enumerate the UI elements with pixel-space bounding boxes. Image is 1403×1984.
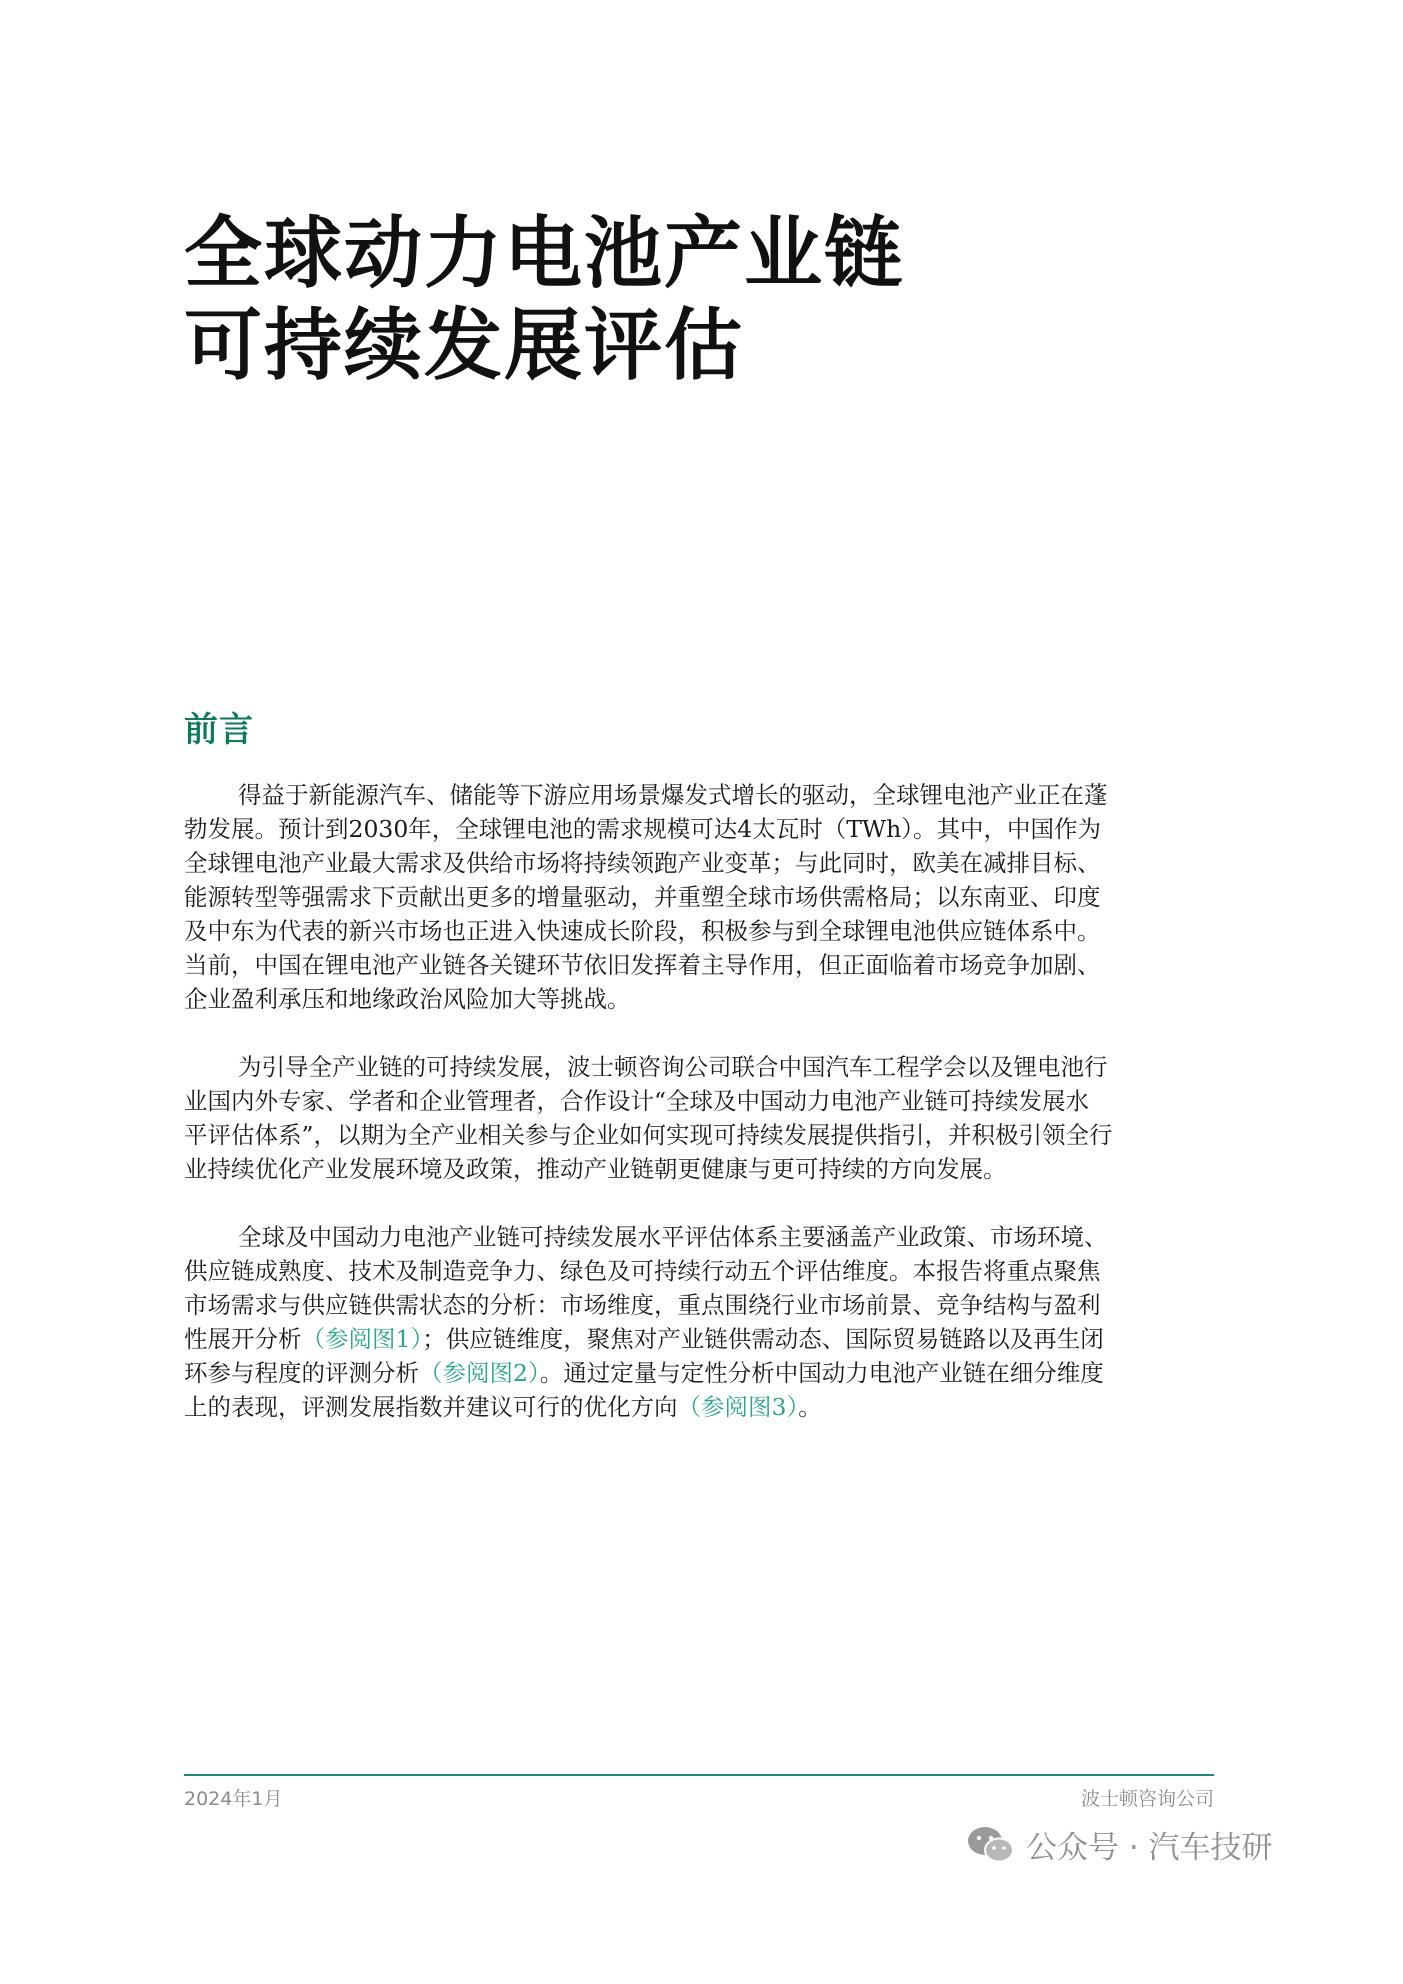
text-line: 业持续优化产业发展环境及政策，推动产业链朝更健康与更可持续的方向发展。 — [184, 1155, 1007, 1183]
document-title — [184, 208, 1184, 392]
text-line — [184, 1322, 1214, 1356]
watermark-text: 公众号 · 汽车技研 — [1026, 1830, 1273, 1866]
text-line: 为引导全产业链的可持续发展，波士顿咨询公司联合中国汽车工程学会以及锂电池行 — [238, 1053, 1108, 1081]
figure-reference-link-1[interactable]: （参阅图1） — [301, 1325, 423, 1353]
text-segment: 性展开分析 — [184, 1325, 302, 1353]
text-line: 市场需求与供应链供需状态的分析：市场维度，重点围绕行业市场前景、竞争结构与盈利 — [184, 1291, 1101, 1319]
footer-organization: 波士顿咨询公司 — [1080, 1788, 1214, 1810]
text-segment: ；供应链维度，聚焦对产业链供需动态、国际贸易链路以及再生闭 — [422, 1325, 1104, 1353]
footer-date: 2024年1月 — [184, 1788, 283, 1810]
text-line: 及中东为代表的新兴市场也正进入快速成长阶段，积极参与到全球锂电池供应链体系中。 — [184, 917, 1101, 945]
text-line: 勃发展。预计到2030年，全球锂电池的需求规模可达4太瓦时（TWh）。其中，中国作为 — [184, 815, 1101, 843]
text-line — [184, 1356, 1214, 1390]
text-line: 供应链成熟度、技术及制造竞争力、绿色及可持续行动五个评估维度。本报告将重点聚焦 — [184, 1257, 1101, 1285]
text-segment: 。通过定量与定性分析中国动力电池产业链在细分维度 — [539, 1359, 1104, 1387]
text-segment: 上的表现，评测发展指数并建议可行的优化方向 — [184, 1393, 678, 1421]
figure-reference-link-2[interactable]: （参阅图2） — [419, 1359, 540, 1387]
text-segment: 。 — [798, 1393, 822, 1421]
footer-divider — [184, 1774, 1214, 1776]
wechat-icon — [966, 1825, 1016, 1865]
text-line: 业国内外专家、学者和企业管理者，合作设计“全球及中国动力电池产业链可持续发展水 — [184, 1087, 1090, 1115]
text-line: 得益于新能源汽车、储能等下游应用场景爆发式增长的驱动，全球锂电池产业正在蓬 — [238, 781, 1108, 809]
section-heading-foreword: 前言 — [184, 710, 254, 750]
text-line — [184, 1390, 1214, 1424]
text-line: 全球锂电池产业最大需求及供给市场将持续领跑产业变革；与此同时，欧美在减排目标、 — [184, 849, 1101, 877]
text-line: 能源转型等强需求下贡献出更多的增量驱动，并重塑全球市场供需格局；以东南亚、印度 — [184, 883, 1101, 911]
figure-reference-link-3[interactable]: （参阅图3） — [677, 1393, 799, 1421]
text-line: 当前，中国在锂电池产业链各关键环节依旧发挥着主导作用，但正面临着市场竞争加剧、 — [184, 951, 1101, 979]
text-line: 平评估体系”，以期为全产业相关参与企业如何实现可持续发展提供指引，并积极引领全行 — [184, 1121, 1113, 1149]
text-segment: 环参与程度的评测分析 — [184, 1359, 419, 1387]
watermark — [966, 1822, 1273, 1867]
paragraph-1 — [184, 778, 1214, 1016]
title-line-1: 全球动力电池产业链 — [184, 208, 905, 299]
title-line-2: 可持续发展评估 — [184, 300, 745, 391]
paragraph-3 — [184, 1220, 1214, 1424]
text-line: 企业盈利承压和地缘政治风险加大等挑战。 — [184, 985, 631, 1013]
text-line: 全球及中国动力电池产业链可持续发展水平评估体系主要涵盖产业政策、市场环境、 — [238, 1223, 1108, 1251]
foreword-body — [184, 778, 1214, 1458]
paragraph-2 — [184, 1050, 1214, 1186]
